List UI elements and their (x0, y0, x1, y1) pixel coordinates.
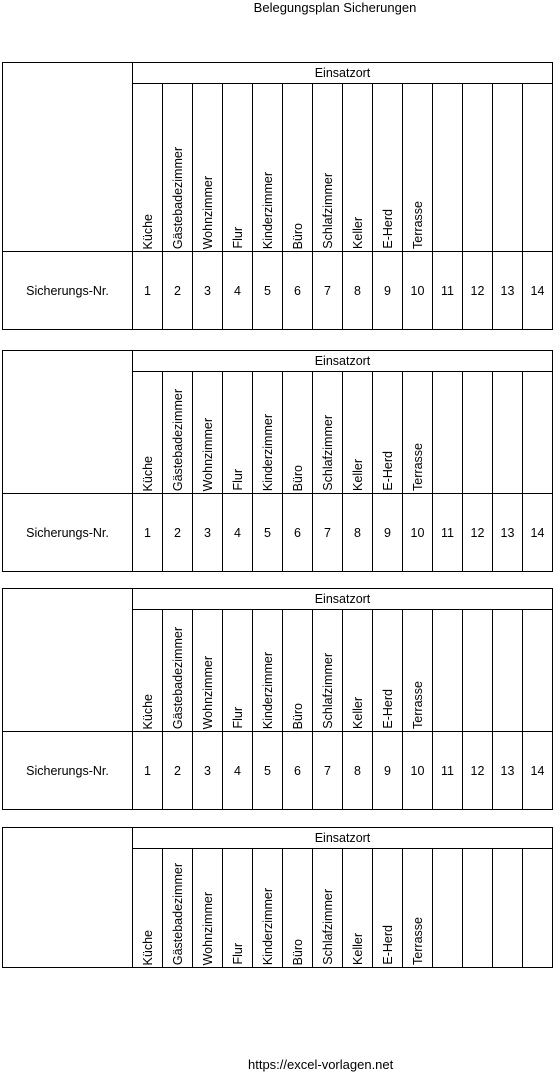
location-label: Gästebadezimmer (170, 146, 185, 249)
location-cell (433, 610, 463, 732)
fuse-number-cell: 13 (493, 252, 523, 330)
fuse-number-cell: 1 (133, 732, 163, 810)
location-cell (223, 849, 253, 968)
fuse-number-cell: 9 (373, 252, 403, 330)
location-label: Kinderzimmer (260, 651, 275, 729)
location-label: Flur (230, 707, 245, 729)
fuse-number-cell: 11 (433, 732, 463, 810)
location-label: Schlafzimmer (320, 173, 335, 249)
location-cell (463, 372, 493, 494)
location-cell (403, 849, 433, 968)
location-label: Schlafzimmer (320, 889, 335, 965)
row-label: Sicherungs-Nr. (3, 732, 133, 810)
fuse-number-cell: 8 (343, 494, 373, 572)
location-cell (313, 849, 343, 968)
fuse-number-cell: 12 (463, 732, 493, 810)
location-cell (313, 610, 343, 732)
location-cell (373, 610, 403, 732)
location-cell (463, 849, 493, 968)
location-cell (493, 849, 523, 968)
location-label: Terrasse (410, 443, 425, 491)
location-cell (283, 849, 313, 968)
fuse-number-cell: 14 (523, 732, 553, 810)
location-label: E-Herd (380, 689, 395, 729)
group-header: Einsatzort (133, 351, 553, 372)
location-cell (523, 610, 553, 732)
fuse-number-cell: 5 (253, 494, 283, 572)
fuse-number-cell: 8 (343, 732, 373, 810)
footer-url: https://excel-vorlagen.net (248, 1057, 394, 1072)
location-cell (163, 372, 193, 494)
corner-cell (3, 589, 133, 732)
location-label: E-Herd (380, 451, 395, 491)
location-label: Wohnzimmer (200, 891, 215, 965)
fuse-number-cell: 10 (403, 732, 433, 810)
location-cell (193, 84, 223, 252)
corner-cell (3, 351, 133, 494)
fuse-number-cell: 4 (223, 732, 253, 810)
location-cell (463, 610, 493, 732)
location-cell (373, 849, 403, 968)
row-label: Sicherungs-Nr. (3, 494, 133, 572)
location-cell (403, 372, 433, 494)
location-cell (433, 84, 463, 252)
fuse-number-cell: 14 (523, 494, 553, 572)
fuse-number-cell: 5 (253, 252, 283, 330)
location-label: Küche (140, 213, 155, 249)
location-label: E-Herd (380, 925, 395, 965)
location-label: Terrasse (410, 917, 425, 965)
location-cell (223, 610, 253, 732)
fuse-number-cell: 3 (193, 494, 223, 572)
fuse-plan-table (2, 588, 553, 810)
document-title: Belegungsplan Sicherungen (253, 0, 417, 15)
location-label: Keller (350, 459, 365, 491)
location-cell (493, 372, 523, 494)
corner-cell (3, 828, 133, 968)
location-cell (523, 849, 553, 968)
fuse-plan-table (2, 62, 553, 330)
location-label: Flur (230, 943, 245, 965)
fuse-number-cell: 10 (403, 252, 433, 330)
fuse-number-cell: 11 (433, 252, 463, 330)
location-cell (433, 849, 463, 968)
location-label: Wohnzimmer (200, 417, 215, 491)
fuse-number-cell: 8 (343, 252, 373, 330)
fuse-number-cell: 6 (283, 732, 313, 810)
location-label: Flur (230, 469, 245, 491)
location-cell (433, 372, 463, 494)
location-cell (343, 610, 373, 732)
location-cell (193, 610, 223, 732)
fuse-number-cell: 4 (223, 494, 253, 572)
fuse-number-cell: 1 (133, 494, 163, 572)
location-label: Schlafzimmer (320, 653, 335, 729)
fuse-number-cell: 14 (523, 252, 553, 330)
location-cell (253, 372, 283, 494)
group-header: Einsatzort (133, 828, 553, 849)
location-cell (133, 610, 163, 732)
location-label: Flur (230, 227, 245, 249)
location-cell (253, 849, 283, 968)
fuse-number-cell: 6 (283, 252, 313, 330)
location-cell (223, 372, 253, 494)
location-label: Terrasse (410, 201, 425, 249)
location-cell (493, 610, 523, 732)
fuse-number-cell: 7 (313, 252, 343, 330)
fuse-number-cell: 10 (403, 494, 433, 572)
location-cell (283, 84, 313, 252)
fuse-number-cell: 11 (433, 494, 463, 572)
location-cell (163, 849, 193, 968)
fuse-number-cell: 6 (283, 494, 313, 572)
location-cell (313, 84, 343, 252)
group-header: Einsatzort (133, 63, 553, 84)
location-cell (463, 84, 493, 252)
fuse-number-cell: 12 (463, 252, 493, 330)
fuse-number-cell: 2 (163, 252, 193, 330)
fuse-number-cell: 7 (313, 494, 343, 572)
location-label: Keller (350, 933, 365, 965)
location-cell (163, 610, 193, 732)
location-label: Wohnzimmer (200, 655, 215, 729)
location-cell (193, 849, 223, 968)
location-cell (313, 372, 343, 494)
location-label: Keller (350, 217, 365, 249)
location-label: Küche (140, 455, 155, 491)
location-label: Büro (290, 464, 305, 491)
location-cell (193, 372, 223, 494)
location-label: Gästebadezimmer (170, 388, 185, 491)
location-label: Büro (290, 938, 305, 965)
location-cell (133, 849, 163, 968)
location-cell (343, 84, 373, 252)
fuse-number-cell: 2 (163, 494, 193, 572)
location-label: Terrasse (410, 681, 425, 729)
location-cell (133, 372, 163, 494)
location-cell (373, 84, 403, 252)
fuse-number-cell: 4 (223, 252, 253, 330)
location-cell (343, 372, 373, 494)
location-label: Kinderzimmer (260, 887, 275, 965)
location-cell (253, 84, 283, 252)
fuse-plan-table (2, 827, 553, 968)
location-label: Schlafzimmer (320, 415, 335, 491)
location-cell (403, 84, 433, 252)
location-label: Gästebadezimmer (170, 862, 185, 965)
location-cell (223, 84, 253, 252)
location-label: Büro (290, 702, 305, 729)
location-cell (373, 372, 403, 494)
location-cell (283, 610, 313, 732)
fuse-number-cell: 9 (373, 732, 403, 810)
corner-cell (3, 63, 133, 252)
location-cell (163, 84, 193, 252)
location-cell (493, 84, 523, 252)
location-label: Kinderzimmer (260, 413, 275, 491)
fuse-number-cell: 1 (133, 252, 163, 330)
location-cell (253, 610, 283, 732)
fuse-number-cell: 13 (493, 732, 523, 810)
location-cell (523, 84, 553, 252)
location-label: Küche (140, 929, 155, 965)
location-label: Wohnzimmer (200, 175, 215, 249)
location-label: Keller (350, 697, 365, 729)
fuse-number-cell: 13 (493, 494, 523, 572)
location-label: Büro (290, 222, 305, 249)
location-cell (283, 372, 313, 494)
location-cell (133, 84, 163, 252)
fuse-number-cell: 5 (253, 732, 283, 810)
location-label: Gästebadezimmer (170, 626, 185, 729)
fuse-plan-table (2, 350, 553, 572)
location-label: E-Herd (380, 209, 395, 249)
fuse-number-cell: 9 (373, 494, 403, 572)
fuse-number-cell: 12 (463, 494, 493, 572)
group-header: Einsatzort (133, 589, 553, 610)
fuse-number-cell: 3 (193, 732, 223, 810)
location-cell (523, 372, 553, 494)
fuse-number-cell: 7 (313, 732, 343, 810)
location-label: Küche (140, 693, 155, 729)
location-cell (343, 849, 373, 968)
location-label: Kinderzimmer (260, 171, 275, 249)
row-label: Sicherungs-Nr. (3, 252, 133, 330)
fuse-number-cell: 3 (193, 252, 223, 330)
location-cell (403, 610, 433, 732)
fuse-number-cell: 2 (163, 732, 193, 810)
